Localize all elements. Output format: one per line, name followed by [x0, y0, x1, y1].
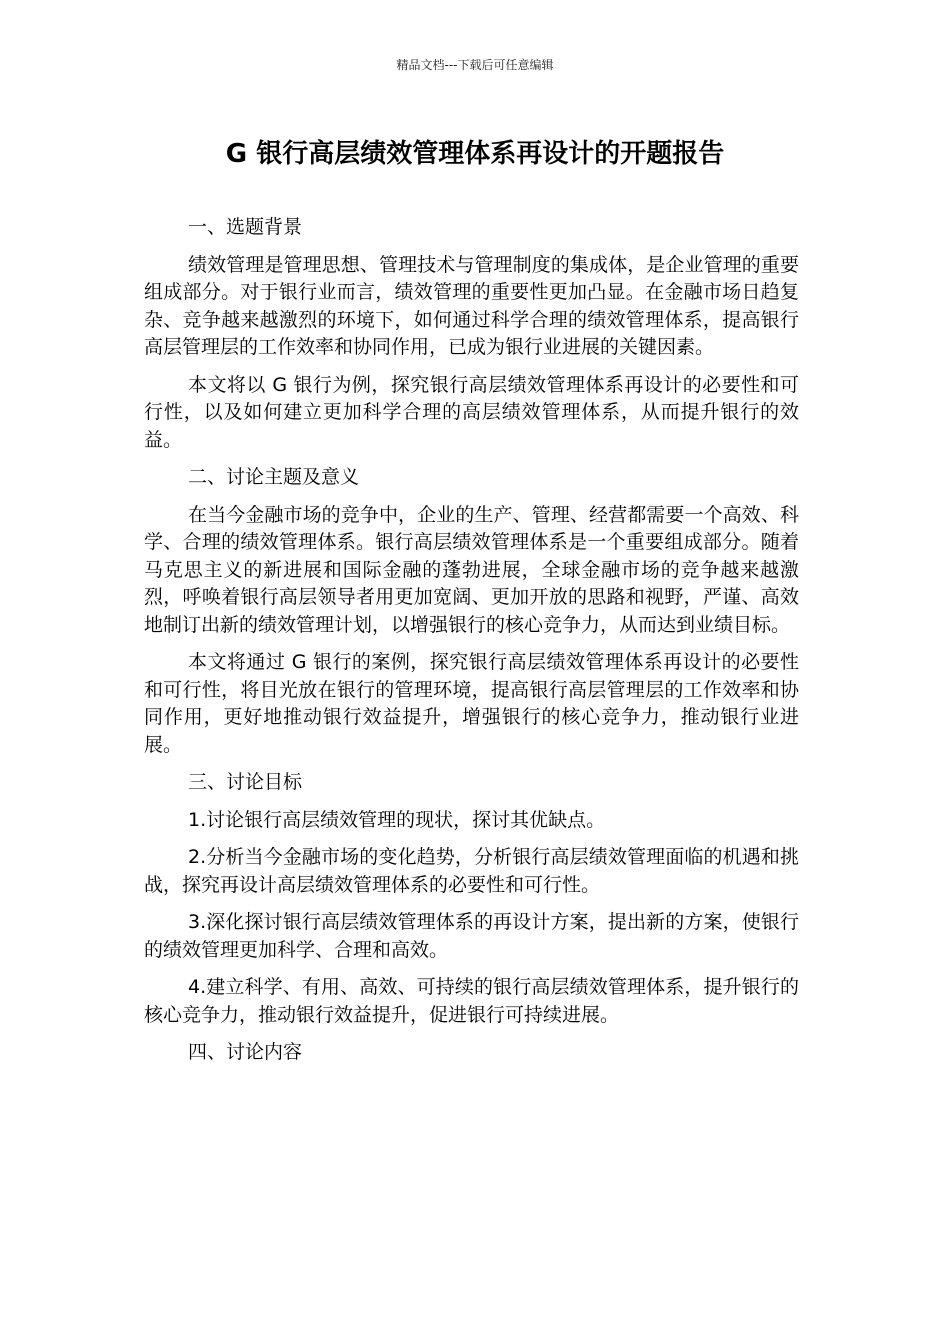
header-note: 精品文档---下载后可任意编辑 — [396, 58, 554, 72]
goal-item-4: 4.建立科学、有用、高效、可持续的银行高层绩效管理体系，提升银行的核心竞争力，推动银行效益提升，促进银行可持续进展。 — [144, 976, 799, 1026]
goal-item-2: 2.分析当今金融市场的变化趋势，分析银行高层绩效管理面临的机遇和挑战，探究再设计高层绩效管理体系的必要性和可行性。 — [144, 846, 799, 896]
paragraph-background-1: 绩效管理是管理思想、管理技术与管理制度的集成体，是企业管理的重要组成部分。对于银行业而言，绩效管理的重要性更加凸显。在金融市场日趋复杂、竞争越来越激烈的环境下，如何通过科学合理的绩效管理体系，提高银行高层管理层的工作效率和协同作用，已成为银行业进展的关键因素。 — [144, 253, 799, 358]
document-title: G 银行高层绩效管理体系再设计的开题报告 — [225, 139, 725, 169]
paragraph-topic-2: 本文将通过 G 银行的案例，探究银行高层绩效管理体系再设计的必要性和可行性，将目光放在银行的管理环境，提高银行高层管理层的工作效率和协同作用，更好地推动银行效益提升，增强银行的核心竞争力，推动银行业进展。 — [144, 651, 799, 756]
section-heading-background: 一、选题背景 — [188, 216, 303, 238]
paragraph-topic-1: 在当今金融市场的竞争中，企业的生产、管理、经营都需要一个高效、科学、合理的绩效管理体系。银行高层绩效管理体系是一个重要组成部分。随着马克思主义的新进展和国际金融的蓬勃进展，全球金融市场的竞争越来越激烈，呼唤着银行高层领导者用更加宽阔、更加开放的思路和视野，严谨、高效地制订出新的绩效管理计划，以增强银行的核心竞争力，从而达到业绩目标。 — [144, 503, 799, 636]
goal-item-3: 3.深化探讨银行高层绩效管理体系的再设计方案，提出新的方案，使银行的绩效管理更加科学、合理和高效。 — [144, 911, 799, 961]
paragraph-background-2: 本文将以 G 银行为例，探究银行高层绩效管理体系再设计的必要性和可行性，以及如何建立更加科学合理的高层绩效管理体系，从而提升银行的效益。 — [144, 373, 799, 451]
section-heading-content: 四、讨论内容 — [188, 1041, 303, 1063]
document-body — [144, 214, 799, 1077]
section-heading-topic: 二、讨论主题及意义 — [188, 466, 360, 488]
section-heading-goals: 三、讨论目标 — [188, 771, 303, 793]
goal-item-1: 1.讨论银行高层绩效管理的现状，探讨其优缺点。 — [188, 808, 606, 831]
